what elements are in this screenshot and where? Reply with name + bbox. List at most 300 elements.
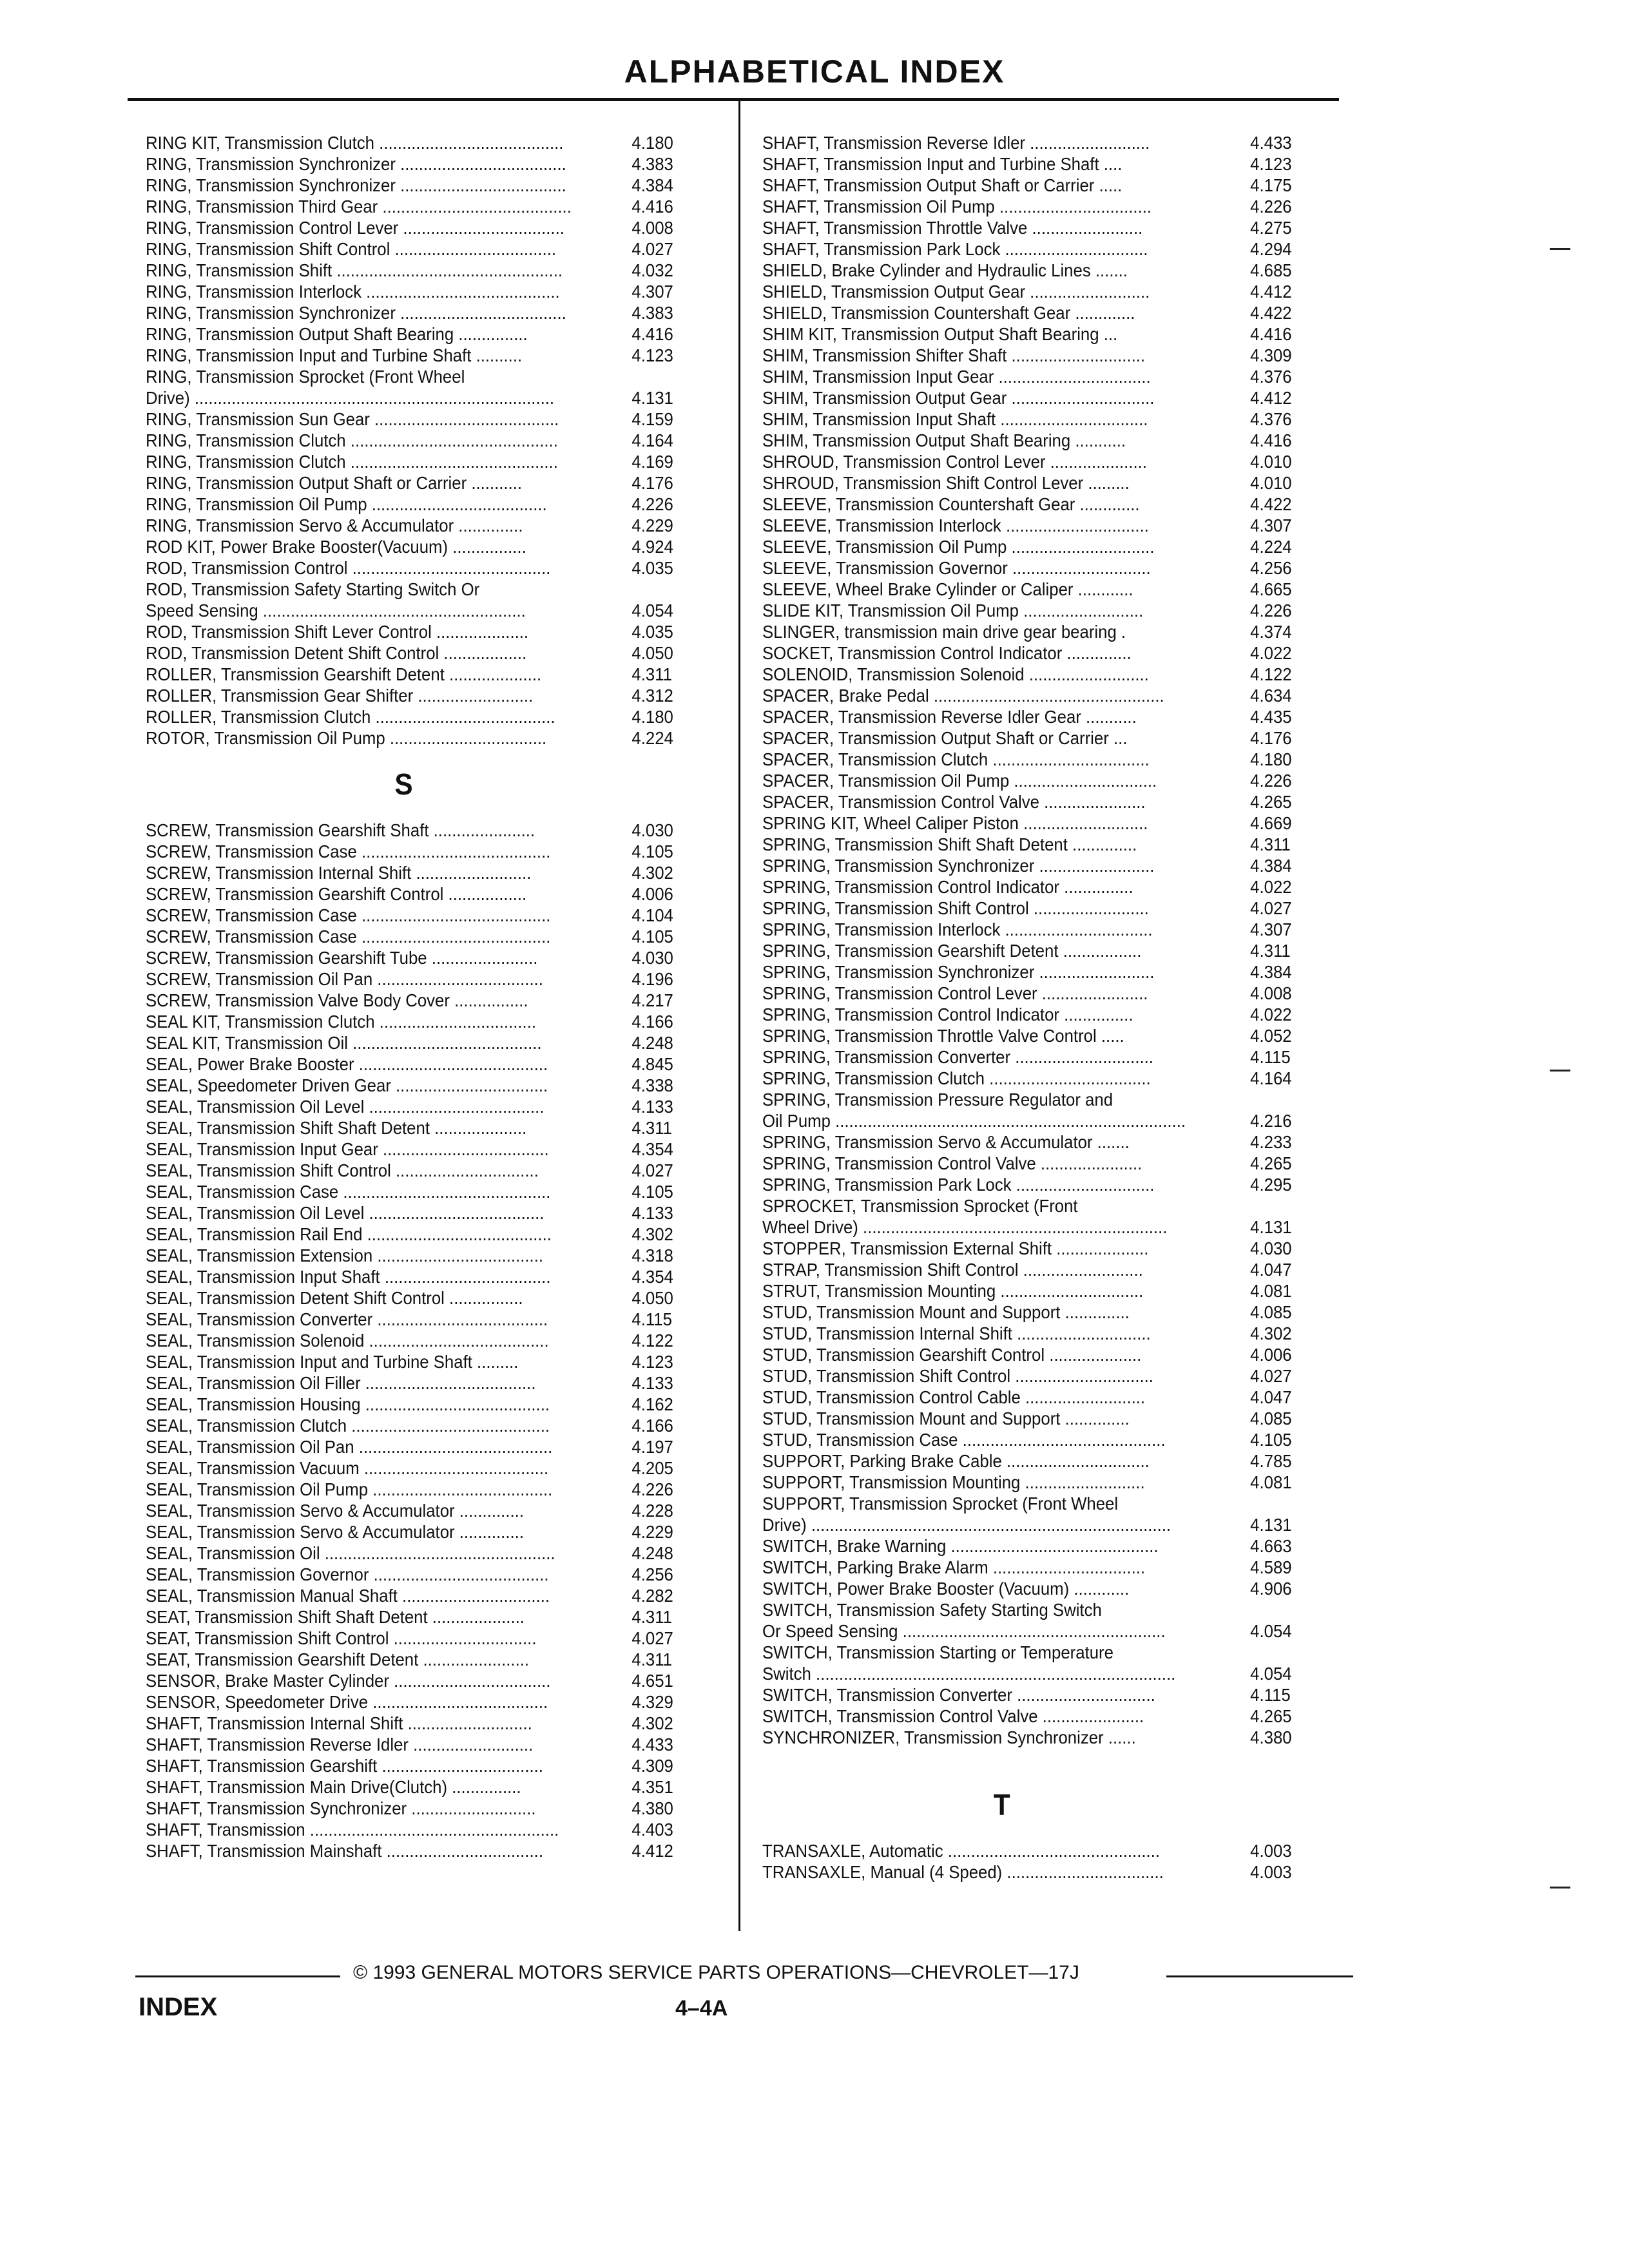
entry-text: SEAL, Transmission Manual Shaft ................................ — [146, 1586, 550, 1606]
entry-text: RING, Transmission Input and Turbine Shaft .......... — [146, 345, 523, 365]
entry-page-ref: 4.634 — [1250, 686, 1292, 706]
index-entry — [762, 1131, 1355, 1153]
entry-text: ROTOR, Transmission Oil Pump .................................. — [146, 728, 547, 748]
entry-page-ref: 4.256 — [1250, 558, 1292, 578]
index-entry — [146, 883, 738, 905]
entry-page-ref: 4.403 — [631, 1820, 673, 1840]
entry-page-ref: 4.027 — [631, 1160, 673, 1180]
entry-page-ref: 4.115 — [1250, 1685, 1291, 1705]
entry-page-ref: 4.159 — [631, 409, 673, 429]
entry-page-ref: 4.027 — [1250, 898, 1292, 918]
index-entry — [146, 706, 738, 727]
entry-page-ref: 4.416 — [631, 324, 673, 344]
index-entry — [146, 1819, 738, 1840]
entry-text: RING, Transmission Output Shaft or Carrier ........... — [146, 473, 523, 493]
entry-page-ref: 4.307 — [631, 282, 673, 302]
entry-page-ref: 4.374 — [1250, 622, 1292, 642]
entry-text: SEAL, Transmission Governor ...................................... — [146, 1564, 549, 1584]
index-entry — [762, 536, 1355, 557]
index-entry — [762, 175, 1355, 196]
index-entry — [146, 408, 738, 430]
entry-page-ref: 4.131 — [631, 388, 673, 408]
entry-page-ref: 4.081 — [1250, 1472, 1292, 1492]
entry-page-ref: 4.050 — [631, 1288, 673, 1308]
entry-text: SEAT, Transmission Shift Control ............................... — [146, 1628, 537, 1648]
index-entry — [146, 685, 738, 706]
index-entry — [762, 1535, 1355, 1557]
index-entry — [762, 1302, 1355, 1323]
index-entry — [762, 600, 1355, 621]
entry-text: SPACER, Transmission Oil Pump ............................... — [762, 771, 1157, 791]
entry-text: SPACER, Transmission Reverse Idler Gear ........... — [762, 707, 1137, 727]
entry-page-ref: 4.030 — [631, 948, 673, 968]
entry-text: STUD, Transmission Mount and Support .............. — [762, 1408, 1130, 1428]
entry-text: SHIM, Transmission Shifter Shaft ............................. — [762, 345, 1146, 365]
entry-text: ROD KIT, Power Brake Booster(Vacuum) ................ — [146, 537, 526, 557]
title-rule — [128, 98, 1339, 101]
entry-text: SEAL, Transmission Servo & Accumulator .............. — [146, 1522, 524, 1542]
entry-text: SEAL, Transmission Shift Control ............................... — [146, 1160, 539, 1180]
entry-page-ref: 4.416 — [1250, 324, 1292, 344]
entry-page-ref: 4.309 — [631, 1756, 673, 1776]
entry-text: SOLENOID, Transmission Solenoid .......................... — [762, 664, 1149, 684]
entry-page-ref: 4.035 — [631, 622, 673, 642]
entry-page-ref: 4.265 — [1250, 1706, 1292, 1726]
column-divider — [738, 101, 740, 1931]
entry-text: SWITCH, Transmission Converter .............................. — [762, 1685, 1155, 1705]
index-entry — [146, 1479, 738, 1500]
index-entry — [762, 472, 1355, 494]
entry-page-ref: 4.229 — [631, 1522, 673, 1542]
index-entry — [146, 238, 738, 260]
entry-page-ref: 4.027 — [1250, 1366, 1292, 1386]
index-entry — [146, 1139, 738, 1160]
entry-page-ref: 4.123 — [631, 345, 673, 365]
entry-text: RING, Transmission Control Lever ................................... — [146, 218, 564, 238]
entry-page-ref: 4.318 — [631, 1245, 673, 1265]
index-entry — [762, 217, 1355, 238]
entry-text: SPACER, Transmission Output Shaft or Carrier ... — [762, 728, 1128, 748]
entry-page-ref: 4.229 — [631, 515, 673, 535]
index-entry — [146, 1713, 738, 1734]
entry-page-ref: 4.224 — [631, 728, 673, 748]
index-entry — [762, 1493, 1355, 1535]
entry-page-ref: 4.302 — [631, 1224, 673, 1244]
margin-mark — [1550, 248, 1570, 250]
entry-text: STRAP, Transmission Shift Control .......................... — [762, 1260, 1143, 1280]
entry-text: SHIM, Transmission Input Shaft ................................ — [762, 409, 1148, 429]
entry-page-ref: 4.376 — [1250, 409, 1292, 429]
entry-page-ref: 4.248 — [631, 1033, 673, 1053]
entry-page-ref: 4.180 — [631, 133, 673, 153]
entry-page-ref: 4.166 — [631, 1012, 673, 1032]
entry-page-ref: 4.302 — [631, 863, 673, 883]
entry-text: SEAT, Transmission Shift Shaft Detent .................... — [146, 1607, 525, 1627]
entry-text: ROD, Transmission Detent Shift Control .................. — [146, 643, 527, 663]
entry-text: SEAL, Transmission Oil Level ...................................... — [146, 1203, 545, 1223]
entry-text: SYNCHRONIZER, Transmission Synchronizer ...... — [762, 1727, 1136, 1747]
index-entry — [146, 664, 738, 685]
entry-page-ref: 4.275 — [1250, 218, 1292, 238]
entry-text: STOPPER, Transmission External Shift .................... — [762, 1238, 1149, 1258]
entry-page-ref: 4.131 — [1250, 1515, 1292, 1535]
entry-page-ref: 4.122 — [631, 1331, 673, 1350]
index-entry — [146, 217, 738, 238]
index-entry — [762, 1344, 1355, 1365]
entry-page-ref: 4.022 — [1250, 1004, 1292, 1024]
index-entry — [762, 1153, 1355, 1174]
index-entry — [146, 642, 738, 664]
index-entry — [762, 323, 1355, 345]
entry-text: SEAL, Transmission Input Gear .................................... — [146, 1139, 549, 1159]
index-entry — [762, 153, 1355, 175]
entry-page-ref: 4.003 — [1250, 1862, 1292, 1882]
index-entry — [146, 1330, 738, 1351]
entry-text: SHAFT, Transmission Input and Turbine Shaft .... — [762, 154, 1123, 174]
index-entry — [762, 791, 1355, 812]
entry-text: SWITCH, Parking Brake Alarm ................................. — [762, 1557, 1146, 1577]
index-entry — [762, 345, 1355, 366]
entry-text: ROLLER, Transmission Gear Shifter ......................... — [146, 686, 534, 706]
index-entry — [146, 1521, 738, 1542]
entry-text: RING, Transmission Servo & Accumulator .............. — [146, 515, 523, 535]
entry-page-ref: 4.416 — [1250, 430, 1292, 450]
entry-page-ref: 4.248 — [631, 1543, 673, 1563]
entry-text: SEAL KIT, Transmission Oil ......................................... — [146, 1033, 542, 1053]
index-entry — [146, 926, 738, 947]
entry-text: SHAFT, Transmission Mainshaft .................................. — [146, 1841, 543, 1861]
entry-text: SPROCKET, Transmission Sprocket (Front Wheel Drive) .................................................................. — [762, 1196, 1168, 1237]
entry-text: TRANSAXLE, Automatic .............................................. — [762, 1841, 1160, 1861]
entry-page-ref: 4.054 — [631, 601, 673, 620]
entry-text: TRANSAXLE, Manual (4 Speed) .................................. — [762, 1862, 1164, 1882]
entry-text: SPRING, Transmission Synchronizer ......................... — [762, 856, 1155, 876]
entry-text: SCREW, Transmission Case ......................................... — [146, 905, 551, 925]
entry-page-ref: 4.081 — [1250, 1281, 1292, 1301]
entry-page-ref: 4.311 — [631, 1649, 672, 1669]
entry-text: SWITCH, Transmission Control Valve ...................... — [762, 1706, 1144, 1726]
entry-text: RING, Transmission Synchronizer .................................... — [146, 154, 566, 174]
index-entry — [146, 302, 738, 323]
index-entry — [146, 1309, 738, 1330]
entry-page-ref: 4.329 — [631, 1692, 673, 1712]
entry-page-ref: 4.226 — [631, 1479, 673, 1499]
index-entry — [762, 1557, 1355, 1578]
index-entry — [146, 1245, 738, 1266]
entry-page-ref: 4.338 — [631, 1075, 673, 1095]
index-entry — [762, 1706, 1355, 1727]
index-entry — [146, 1224, 738, 1245]
index-entry — [146, 841, 738, 862]
entry-text: SEAL, Transmission Oil Pump ....................................... — [146, 1479, 553, 1499]
entry-page-ref: 4.265 — [1250, 1153, 1292, 1173]
entry-text: SHIM, Transmission Output Gear ............................... — [762, 388, 1155, 408]
index-entry — [146, 1096, 738, 1117]
entry-page-ref: 4.307 — [1250, 919, 1292, 939]
entry-page-ref: 4.845 — [631, 1054, 673, 1074]
entry-text: SCREW, Transmission Internal Shift ......................... — [146, 863, 532, 883]
entry-page-ref: 4.176 — [1250, 728, 1292, 748]
entry-text: SPRING, Transmission Servo & Accumulator ....... — [762, 1132, 1130, 1152]
index-entry — [146, 905, 738, 926]
entry-text: SENSOR, Brake Master Cylinder .................................. — [146, 1671, 551, 1691]
entry-text: SEAL, Transmission Rail End ........................................ — [146, 1224, 552, 1244]
index-entry — [146, 1075, 738, 1096]
entry-page-ref: 4.123 — [1250, 154, 1292, 174]
entry-page-ref: 4.433 — [631, 1735, 673, 1754]
entry-text: SWITCH, Power Brake Booster (Vacuum) ............ — [762, 1579, 1130, 1599]
entry-page-ref: 4.197 — [631, 1437, 673, 1457]
index-entry — [762, 919, 1355, 940]
index-entry — [762, 876, 1355, 898]
entry-text: STUD, Transmission Shift Control .............................. — [762, 1366, 1153, 1386]
entry-text: SCREW, Transmission Case ......................................... — [146, 927, 551, 947]
entry-page-ref: 4.105 — [631, 841, 673, 861]
index-entry — [146, 1564, 738, 1585]
entry-page-ref: 4.133 — [631, 1097, 673, 1117]
entry-page-ref: 4.312 — [631, 686, 673, 706]
entry-text: SPACER, Transmission Clutch .................................. — [762, 749, 1150, 769]
entry-page-ref: 4.216 — [1250, 1111, 1292, 1131]
entry-text: STUD, Transmission Control Cable .......................... — [762, 1387, 1146, 1407]
entry-text: SPRING, Transmission Shift Control ......................... — [762, 898, 1149, 918]
entry-text: SPRING KIT, Wheel Caliper Piston ........................... — [762, 813, 1148, 833]
index-entry — [762, 1365, 1355, 1387]
entry-page-ref: 4.104 — [631, 905, 673, 925]
footer-section-label: INDEX — [139, 1993, 218, 2021]
index-entry — [762, 812, 1355, 834]
entry-page-ref: 4.422 — [1250, 494, 1292, 514]
entry-text: SEAL, Transmission Case ............................................. — [146, 1182, 551, 1202]
entry-text: SPRING, Transmission Control Indicator ............... — [762, 1004, 1133, 1024]
entry-page-ref: 4.030 — [1250, 1238, 1292, 1258]
entry-page-ref: 4.906 — [1250, 1579, 1292, 1599]
entry-text: SEAL, Transmission Oil Pan .......................................... — [146, 1437, 553, 1457]
index-entry — [146, 947, 738, 968]
entry-text: SPRING, Transmission Gearshift Detent ................. — [762, 941, 1142, 961]
entry-text: STUD, Transmission Mount and Support .............. — [762, 1302, 1130, 1322]
entry-text: SEAT, Transmission Gearshift Detent ....................... — [146, 1649, 530, 1669]
index-entry — [762, 557, 1355, 579]
index-entry — [146, 153, 738, 175]
index-entry — [762, 664, 1355, 685]
entry-text: SPRING, Transmission Pressure Regulator and Oil Pump ............................................................................ — [762, 1090, 1186, 1131]
entry-page-ref: 4.085 — [1250, 1408, 1292, 1428]
entry-page-ref: 4.412 — [1250, 282, 1292, 302]
entry-page-ref: 4.105 — [1250, 1430, 1292, 1450]
entry-page-ref: 4.380 — [631, 1798, 673, 1818]
index-entry — [146, 1117, 738, 1139]
index-entry — [762, 1195, 1355, 1238]
entry-page-ref: 4.309 — [1250, 345, 1292, 365]
entry-text: SHIM, Transmission Input Gear ................................. — [762, 367, 1151, 387]
entry-page-ref: 4.047 — [1250, 1387, 1292, 1407]
entry-text: SHAFT, Transmission Throttle Valve ........................ — [762, 218, 1143, 238]
entry-text: SUPPORT, Parking Brake Cable ............................... — [762, 1451, 1150, 1471]
entry-page-ref: 4.785 — [1250, 1451, 1292, 1471]
entry-page-ref: 4.176 — [631, 473, 673, 493]
index-entry — [762, 940, 1355, 961]
index-entry — [146, 1585, 738, 1606]
entry-text: RING, Transmission Oil Pump ...................................... — [146, 494, 547, 514]
index-entry — [146, 862, 738, 883]
index-entry — [762, 983, 1355, 1004]
index-entry — [146, 536, 738, 557]
entry-page-ref: 4.169 — [631, 452, 673, 472]
entry-text: SOCKET, Transmission Control Indicator .............. — [762, 643, 1132, 663]
entry-page-ref: 4.383 — [631, 154, 673, 174]
index-entry — [146, 990, 738, 1011]
entry-page-ref: 4.008 — [1250, 983, 1292, 1003]
index-entry — [762, 706, 1355, 727]
index-entry — [762, 1472, 1355, 1493]
entry-page-ref: 4.052 — [1250, 1026, 1292, 1046]
index-entry — [762, 1046, 1355, 1068]
index-entry — [762, 515, 1355, 536]
entry-text: ROLLER, Transmission Clutch ....................................... — [146, 707, 555, 727]
entry-text: ROLLER, Transmission Gearshift Detent .................... — [146, 664, 542, 684]
entry-page-ref: 4.651 — [631, 1671, 673, 1691]
entry-text: SHAFT, Transmission Oil Pump ................................. — [762, 197, 1152, 216]
index-entry — [146, 494, 738, 515]
entry-page-ref: 4.226 — [1250, 601, 1292, 620]
index-entry — [762, 579, 1355, 600]
entry-page-ref: 4.380 — [1250, 1727, 1292, 1747]
entry-text: SPRING, Transmission Interlock ................................ — [762, 919, 1153, 939]
entry-text: SEAL, Transmission Solenoid ....................................... — [146, 1331, 549, 1350]
index-entry — [146, 1202, 738, 1224]
index-entry — [146, 345, 738, 366]
index-entry — [762, 1642, 1355, 1684]
entry-text: SCREW, Transmission Gearshift Shaft ...................... — [146, 820, 535, 840]
entry-text: SLINGER, transmission main drive gear bearing . — [762, 622, 1126, 642]
index-entry — [762, 366, 1355, 387]
index-entry — [146, 1691, 738, 1713]
entry-page-ref: 4.030 — [631, 820, 673, 840]
entry-text: SHAFT, Transmission Output Shaft or Carrier ..... — [762, 175, 1123, 195]
index-entry — [146, 1053, 738, 1075]
entry-text: STUD, Transmission Case ............................................ — [762, 1430, 1166, 1450]
index-entry — [146, 968, 738, 990]
entry-page-ref: 4.422 — [1250, 303, 1292, 323]
entry-text: SHIM KIT, Transmission Output Shaft Bearing ... — [762, 324, 1118, 344]
index-entry — [762, 621, 1355, 642]
index-entry — [762, 685, 1355, 706]
entry-text: SPRING, Transmission Throttle Valve Control ..... — [762, 1026, 1124, 1046]
index-entry — [146, 1415, 738, 1436]
entry-text: RING, Transmission Output Shaft Bearing ............... — [146, 324, 528, 344]
entry-page-ref: 4.669 — [1250, 813, 1292, 833]
entry-text: SLEEVE, Transmission Governor .............................. — [762, 558, 1151, 578]
entry-text: SPACER, Brake Pedal .................................................. — [762, 686, 1164, 706]
index-entry — [762, 749, 1355, 770]
index-entry — [762, 494, 1355, 515]
index-entry — [146, 1351, 738, 1372]
entry-page-ref: 4.924 — [631, 537, 673, 557]
entry-text: SPRING, Transmission Clutch ................................... — [762, 1068, 1151, 1088]
margin-mark — [1550, 1887, 1570, 1888]
entry-page-ref: 4.256 — [631, 1564, 673, 1584]
entry-text: SUPPORT, Transmission Sprocket (Front Wheel Drive) .............................................................................. — [762, 1494, 1171, 1535]
entry-text: SEAL, Transmission Extension .................................... — [146, 1245, 544, 1265]
index-entry — [762, 1684, 1355, 1706]
entry-text: SLEEVE, Transmission Interlock ............................... — [762, 515, 1149, 535]
index-entry — [762, 1408, 1355, 1429]
entry-page-ref: 4.166 — [631, 1416, 673, 1436]
entry-page-ref: 4.035 — [631, 558, 673, 578]
entry-page-ref: 4.133 — [631, 1373, 673, 1393]
index-entry — [762, 408, 1355, 430]
entry-page-ref: 4.180 — [631, 707, 673, 727]
entry-text: SHIELD, Transmission Output Gear .......................... — [762, 282, 1150, 302]
entry-text: SHAFT, Transmission Reverse Idler .......................... — [146, 1735, 534, 1754]
index-entry — [146, 1181, 738, 1202]
index-column-right — [762, 132, 1355, 1883]
entry-page-ref: 4.226 — [1250, 771, 1292, 791]
index-entry — [146, 430, 738, 451]
index-entry — [762, 132, 1355, 153]
entry-text: SEAL, Transmission Shift Shaft Detent .................... — [146, 1118, 527, 1138]
entry-text: SEAL, Transmission Servo & Accumulator .............. — [146, 1501, 524, 1521]
index-entry — [762, 1387, 1355, 1408]
entry-page-ref: 4.302 — [1250, 1323, 1292, 1343]
index-entry — [146, 196, 738, 217]
index-entry — [146, 1542, 738, 1564]
entry-page-ref: 4.006 — [1250, 1345, 1292, 1365]
index-entry — [146, 557, 738, 579]
entry-text: RING, Transmission Synchronizer .................................... — [146, 175, 566, 195]
page-title: ALPHABETICAL INDEX — [624, 53, 1005, 90]
entry-page-ref: 4.205 — [631, 1458, 673, 1478]
entry-text: SPRING, Transmission Shift Shaft Detent .............. — [762, 834, 1137, 854]
entry-text: SEAL KIT, Transmission Clutch .................................. — [146, 1012, 537, 1032]
entry-text: SENSOR, Speedometer Drive ...................................... — [146, 1692, 548, 1712]
entry-text: SCREW, Transmission Valve Body Cover ................ — [146, 990, 528, 1010]
index-entry — [762, 260, 1355, 281]
index-entry — [762, 1840, 1355, 1861]
index-entry — [146, 1372, 738, 1394]
entry-text: SCREW, Transmission Gearshift Control ................. — [146, 884, 527, 904]
entry-page-ref: 4.123 — [631, 1352, 673, 1372]
index-entry — [762, 834, 1355, 855]
entry-text: SPRING, Transmission Control Indicator ............... — [762, 877, 1133, 897]
index-entry — [762, 238, 1355, 260]
entry-page-ref: 4.663 — [1250, 1536, 1292, 1556]
entry-page-ref: 4.047 — [1250, 1260, 1292, 1280]
index-entry — [146, 1011, 738, 1032]
entry-text: SEAL, Transmission Clutch ........................................... — [146, 1416, 550, 1436]
section-letter: S — [394, 767, 413, 801]
entry-text: SCREW, Transmission Oil Pan .................................... — [146, 969, 543, 989]
index-entry — [762, 1429, 1355, 1450]
entry-text: SCREW, Transmission Gearshift Tube ....................... — [146, 948, 538, 968]
entry-text: RING, Transmission Sprocket (Front Wheel Drive) .............................................................................. — [146, 367, 555, 408]
entry-text: SHAFT, Transmission Park Lock ............................... — [762, 239, 1148, 259]
index-entry — [146, 366, 738, 408]
entry-page-ref: 4.311 — [631, 1118, 672, 1138]
entry-page-ref: 4.085 — [1250, 1302, 1292, 1322]
index-entry — [146, 1287, 738, 1309]
entry-text: SHAFT, Transmission ...................................................... — [146, 1820, 559, 1840]
entry-page-ref: 4.010 — [1250, 473, 1292, 493]
index-entry — [762, 1323, 1355, 1344]
entry-page-ref: 4.115 — [631, 1309, 672, 1329]
entry-text: ROD, Transmission Safety Starting Switch Or Speed Sensing ......................................................... — [146, 579, 526, 620]
entry-text: SWITCH, Transmission Safety Starting Switch Or Speed Sensing ......................................................... — [762, 1600, 1166, 1641]
entry-page-ref: 4.032 — [631, 260, 673, 280]
entry-page-ref: 4.295 — [1250, 1175, 1292, 1195]
entry-text: ROD, Transmission Control ........................................... — [146, 558, 551, 578]
